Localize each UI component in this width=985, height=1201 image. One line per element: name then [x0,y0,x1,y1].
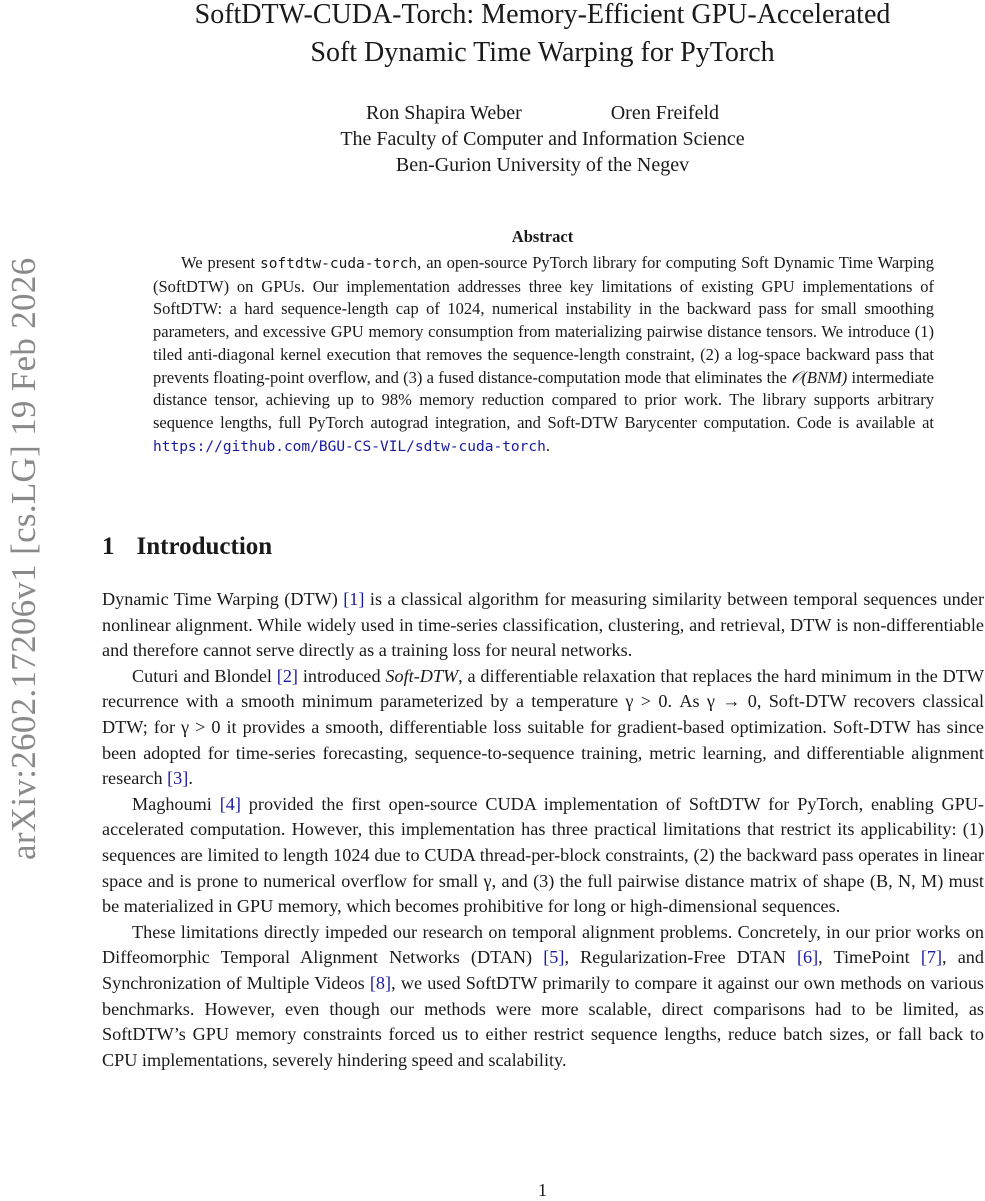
citation-1[interactable]: [1] [343,589,365,609]
text-run: is a classical algorithm for measuring similarity between temporal sequences under nonlinear alignment. While widely used in time-series classification, clustering, and retrieval, DTW is non-differentiable and therefore cannot serve directly as a training loss for neural networks. [102,589,984,661]
text-run: . [188,768,193,789]
text-run: , Regularization-Free DTAN [564,947,797,968]
abstract-part: , an open-source PyTorch library for computing Soft Dynamic Time Warping (SoftDTW) on GPUs. Our implementation addresses three key limitations of existing GPU implementations of SoftDTW: a hard sequence-length cap of 1024, numerical instability in the backward pass for small smoothing parameters, and excessive GPU memory consumption from materializing pairwise distance tensors. We introduce (1) tiled anti-diagonal kernel execution that removes the sequence-length constraint, (2) a log-space backward pass that prevents floating-point overflow, and (3) a fused distance-computation mode that eliminates the [153,253,934,387]
text-run: Maghoumi [132,793,220,814]
abstract-heading: Abstract [511,227,574,246]
section-title: Introduction [136,533,273,560]
paragraph-1 [102,587,984,664]
abstract-part: . [545,435,550,455]
introduction-body [102,587,984,1073]
text-run: , a differentiable relaxation that replaces the hard minimum in the DTW recurrence with a smooth minimum parameterized by a temperature γ > 0. As γ → 0, Soft-DTW recovers classical DTW; for γ > 0 it provides a smooth, differentiable loss suitable for gradient-based optimization. Soft-DTW has since been adopted for time-series forecasting, sequence-to-sequence training, metric learning, and differentiable alignment research [102,665,984,789]
paragraph-4 [102,920,984,1074]
title-line-1: SoftDTW-CUDA-Torch: Memory-Efficient GPU-Accelerated [194,0,891,30]
soft-dtw-emphasis: Soft-DTW [385,665,459,686]
text-run: introduced [298,665,386,686]
abstract-part: We present [181,253,261,272]
text-run: , we used SoftDTW primarily to compare it against our own methods on various benchmarks. However, even though our methods were more scalable, direct comparisons had to be limited, as SoftDTW’s GPU memory constraints forced us to either restrict sequence lengths, reduce batch sizes, or fall back to CPU implementations, severely hindering speed and scalability. [102,972,984,1070]
citation-5[interactable]: [5] [543,947,565,968]
paper-title [100,0,985,72]
author-2: Oren Freifeld [610,102,720,124]
text-run: , TimePoint [818,947,921,968]
text-run: Dynamic Time Warping (DTW) [102,589,344,609]
complexity-math: 𝒪(BNM) [791,367,848,387]
citation-8[interactable]: [8] [369,972,392,993]
page-number: 1 [538,1180,547,1200]
author-names [100,100,985,126]
citation-2[interactable]: [2] [276,665,298,686]
github-link[interactable]: https://github.com/BGU-CS-VIL/sdtw-cuda-torch [153,438,546,455]
paragraph-2 [102,664,984,792]
citation-4[interactable]: [4] [219,793,241,814]
affiliation-line-1: The Faculty of Computer and Information Science [340,128,745,150]
text-run: These limitations directly impeded our research on temporal alignment problems. Concretely, in our prior works on Diffeomorphic Temporal Alignment Networks (DTAN) [102,921,984,968]
citation-7[interactable]: [7] [920,947,943,968]
section-number: 1 [102,533,115,560]
abstract-text [153,252,934,458]
arxiv-side-stamp: arXiv:2602.17206v1 [cs.LG] 19 Feb 2026 [4,257,43,860]
title-line-2: Soft Dynamic Time Warping for PyTorch [310,37,775,68]
library-name: softdtw-cuda-torch [260,256,418,272]
text-run: Cuturi and Blondel [132,665,277,686]
author-block [100,100,985,178]
text-run: provided the first open-source CUDA implementation of SoftDTW for PyTorch, enabling GPU-accelerated computation. However, this implementation has three practical limitations that restrict its applicability: (1) sequences are limited to length 1024 due to CUDA thread-per-block constraints, (2) the backward pass operates in linear space and is prone to numerical overflow for small γ, and (3) the full pairwise distance matrix of shape (B, N, M) must be materialized in GPU memory, which becomes prohibitive for long or high-dimensional sequences. [102,793,984,917]
affiliation-line-2: Ben-Gurion University of the Negev [395,154,690,176]
citation-6[interactable]: [6] [796,947,819,968]
section-heading-introduction [102,533,272,561]
abstract-part: intermediate distance tensor, achieving up to 98% memory reduction compared to prior work. The library supports arbitrary sequence lengths, full PyTorch autograd integration, and Soft-DTW Barycenter computation. Code is available at [153,367,934,432]
paragraph-3 [102,792,984,920]
text-run: , and Synchronization of Multiple Videos [102,947,984,993]
author-1: Ron Shapira Weber [365,102,522,124]
citation-3[interactable]: [3] [167,768,189,789]
